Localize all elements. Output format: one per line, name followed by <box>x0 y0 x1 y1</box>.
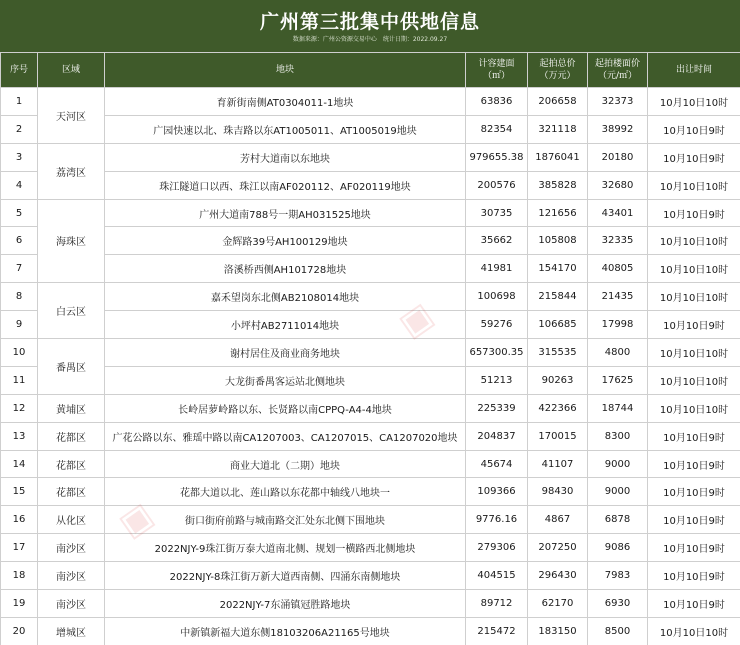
row-time: 10月10日10时 <box>648 171 740 199</box>
header-row <box>1 53 740 88</box>
row-parcel: 长岭居萝岭路以东、长贤路以南CPPQ-A4-4地块 <box>105 394 466 422</box>
row-area: 979655.38 <box>466 143 528 171</box>
table-row <box>1 283 740 311</box>
table-row <box>1 562 740 590</box>
row-parcel: 小坪村AB2711014地块 <box>105 311 466 339</box>
table-row <box>1 255 740 283</box>
row-area: 204837 <box>466 422 528 450</box>
row-no: 19 <box>1 590 38 618</box>
row-parcel: 2022NJY-9珠江街万泰大道南北侧、规划一横路西北侧地块 <box>105 534 466 562</box>
row-no: 12 <box>1 394 38 422</box>
row-district: 黄埔区 <box>38 394 105 422</box>
row-no: 3 <box>1 143 38 171</box>
row-unit-price: 9000 <box>588 450 648 478</box>
row-area: 657300.35 <box>466 339 528 367</box>
row-district: 花都区 <box>38 450 105 478</box>
row-district: 天河区 <box>38 88 105 144</box>
header-unit-price: 起拍楼面价 （元/㎡） <box>588 53 648 88</box>
row-area: 100698 <box>466 283 528 311</box>
row-no: 17 <box>1 534 38 562</box>
row-no: 16 <box>1 506 38 534</box>
table-row <box>1 366 740 394</box>
row-unit-price: 8300 <box>588 422 648 450</box>
row-total-price: 183150 <box>528 617 588 645</box>
row-time: 10月10日10时 <box>648 227 740 255</box>
row-no: 10 <box>1 339 38 367</box>
header-district: 区域 <box>38 53 105 88</box>
row-district: 花都区 <box>38 478 105 506</box>
row-total-price: 90263 <box>528 366 588 394</box>
table-row <box>1 534 740 562</box>
header-parcel: 地块 <box>105 53 466 88</box>
row-total-price: 4867 <box>528 506 588 534</box>
row-district: 海珠区 <box>38 199 105 283</box>
row-district: 白云区 <box>38 283 105 339</box>
table-row <box>1 450 740 478</box>
row-time: 10月10日9时 <box>648 311 740 339</box>
row-area: 41981 <box>466 255 528 283</box>
row-no: 11 <box>1 366 38 394</box>
title-banner <box>0 0 740 52</box>
table-row <box>1 339 740 367</box>
row-unit-price: 43401 <box>588 199 648 227</box>
row-parcel: 2022NJY-8珠江街万新大道西南侧、四涌东南侧地块 <box>105 562 466 590</box>
row-parcel: 广州大道南788号一期AH031525地块 <box>105 199 466 227</box>
row-time: 10月10日9时 <box>648 478 740 506</box>
row-area: 225339 <box>466 394 528 422</box>
row-area: 63836 <box>466 88 528 116</box>
row-total-price: 105808 <box>528 227 588 255</box>
land-parcel-table <box>0 52 740 645</box>
row-area: 279306 <box>466 534 528 562</box>
row-unit-price: 32680 <box>588 171 648 199</box>
row-total-price: 207250 <box>528 534 588 562</box>
row-unit-price: 4800 <box>588 339 648 367</box>
row-total-price: 62170 <box>528 590 588 618</box>
row-area: 200576 <box>466 171 528 199</box>
table-row <box>1 227 740 255</box>
row-total-price: 1876041 <box>528 143 588 171</box>
table-row <box>1 171 740 199</box>
row-area: 404515 <box>466 562 528 590</box>
row-parcel: 广花公路以东、雅瑶中路以南CA1207003、CA1207015、CA1207020地块 <box>105 422 466 450</box>
row-area: 9776.16 <box>466 506 528 534</box>
row-parcel: 洛溪桥西侧AH101728地块 <box>105 255 466 283</box>
row-unit-price: 17625 <box>588 366 648 394</box>
row-parcel: 2022NJY-7东涌镇冠胜路地块 <box>105 590 466 618</box>
row-total-price: 215844 <box>528 283 588 311</box>
row-no: 14 <box>1 450 38 478</box>
row-parcel: 街口街府前路与城南路交汇处东北侧下围地块 <box>105 506 466 534</box>
table-row <box>1 311 740 339</box>
row-no: 13 <box>1 422 38 450</box>
row-unit-price: 32335 <box>588 227 648 255</box>
row-parcel: 金辉路39号AH100129地块 <box>105 227 466 255</box>
row-total-price: 206658 <box>528 88 588 116</box>
row-total-price: 106685 <box>528 311 588 339</box>
row-area: 35662 <box>466 227 528 255</box>
row-total-price: 385828 <box>528 171 588 199</box>
row-unit-price: 17998 <box>588 311 648 339</box>
row-unit-price: 6878 <box>588 506 648 534</box>
row-district: 南沙区 <box>38 534 105 562</box>
header-area: 计容建面 （㎡） <box>466 53 528 88</box>
row-unit-price: 20180 <box>588 143 648 171</box>
row-district: 番禺区 <box>38 339 105 395</box>
row-no: 5 <box>1 199 38 227</box>
row-total-price: 121656 <box>528 199 588 227</box>
row-unit-price: 18744 <box>588 394 648 422</box>
row-no: 1 <box>1 88 38 116</box>
row-unit-price: 7983 <box>588 562 648 590</box>
table-row <box>1 88 740 116</box>
row-unit-price: 9086 <box>588 534 648 562</box>
row-time: 10月10日9时 <box>648 506 740 534</box>
row-no: 2 <box>1 115 38 143</box>
header-no: 序号 <box>1 53 38 88</box>
row-district: 从化区 <box>38 506 105 534</box>
row-area: 215472 <box>466 617 528 645</box>
row-parcel: 育新街南侧AT0304011-1地块 <box>105 88 466 116</box>
row-no: 4 <box>1 171 38 199</box>
row-time: 10月10日9时 <box>648 143 740 171</box>
row-time: 10月10日10时 <box>648 366 740 394</box>
row-area: 89712 <box>466 590 528 618</box>
row-parcel: 大龙街番禺客运站北侧地块 <box>105 366 466 394</box>
table-row <box>1 478 740 506</box>
row-time: 10月10日10时 <box>648 339 740 367</box>
row-district: 增城区 <box>38 617 105 645</box>
row-time: 10月10日10时 <box>648 617 740 645</box>
table-row <box>1 115 740 143</box>
row-unit-price: 6930 <box>588 590 648 618</box>
row-time: 10月10日10时 <box>648 283 740 311</box>
row-area: 51213 <box>466 366 528 394</box>
row-area: 59276 <box>466 311 528 339</box>
table-row <box>1 506 740 534</box>
header-time: 出让时间 <box>648 53 740 88</box>
row-no: 15 <box>1 478 38 506</box>
row-unit-price: 8500 <box>588 617 648 645</box>
row-parcel: 广园快速以北、珠吉路以东AT1005011、AT1005019地块 <box>105 115 466 143</box>
row-parcel: 中新镇新福大道东侧18103206A21165号地块 <box>105 617 466 645</box>
row-total-price: 170015 <box>528 422 588 450</box>
table-row <box>1 422 740 450</box>
row-parcel: 珠江隧道口以西、珠江以南AF020112、AF020119地块 <box>105 171 466 199</box>
table-row <box>1 394 740 422</box>
row-time: 10月10日9时 <box>648 534 740 562</box>
row-time: 10月10日9时 <box>648 199 740 227</box>
table-body <box>1 88 740 645</box>
row-time: 10月10日10时 <box>648 88 740 116</box>
table-row <box>1 143 740 171</box>
row-district: 荔湾区 <box>38 143 105 199</box>
row-total-price: 41107 <box>528 450 588 478</box>
row-no: 8 <box>1 283 38 311</box>
row-unit-price: 9000 <box>588 478 648 506</box>
row-district: 南沙区 <box>38 562 105 590</box>
row-parcel: 花都大道以北、莲山路以东花都中轴线八地块一 <box>105 478 466 506</box>
table-row <box>1 590 740 618</box>
row-no: 9 <box>1 311 38 339</box>
row-time: 10月10日9时 <box>648 115 740 143</box>
row-parcel: 嘉禾望岗东北侧AB2108014地块 <box>105 283 466 311</box>
row-total-price: 321118 <box>528 115 588 143</box>
row-no: 7 <box>1 255 38 283</box>
row-total-price: 98430 <box>528 478 588 506</box>
row-unit-price: 21435 <box>588 283 648 311</box>
row-time: 10月10日9时 <box>648 422 740 450</box>
row-area: 30735 <box>466 199 528 227</box>
row-total-price: 154170 <box>528 255 588 283</box>
row-no: 20 <box>1 617 38 645</box>
row-unit-price: 32373 <box>588 88 648 116</box>
row-total-price: 315535 <box>528 339 588 367</box>
row-unit-price: 40805 <box>588 255 648 283</box>
table-row <box>1 199 740 227</box>
watermark: ▣ <box>391 294 441 346</box>
row-unit-price: 38992 <box>588 115 648 143</box>
row-district: 南沙区 <box>38 590 105 618</box>
source-note: 数据来源：广州公资源交易中心 统计日期：2022.09.27 <box>292 36 448 43</box>
row-parcel: 芳村大道南以东地块 <box>105 143 466 171</box>
row-total-price: 296430 <box>528 562 588 590</box>
table-row <box>1 617 740 645</box>
row-no: 6 <box>1 227 38 255</box>
row-time: 10月10日9时 <box>648 450 740 478</box>
row-time: 10月10日10时 <box>648 394 740 422</box>
row-time: 10月10日9时 <box>648 562 740 590</box>
row-parcel: 谢村居住及商业商务地块 <box>105 339 466 367</box>
row-time: 10月10日10时 <box>648 255 740 283</box>
row-area: 45674 <box>466 450 528 478</box>
row-area: 109366 <box>466 478 528 506</box>
row-total-price: 422366 <box>528 394 588 422</box>
watermark: ▣ <box>111 494 161 546</box>
row-parcel: 商业大道北（二期）地块 <box>105 450 466 478</box>
header-total-price: 起拍总价 （万元） <box>528 53 588 88</box>
row-district: 花都区 <box>38 422 105 450</box>
page-title: 广州第三批集中供地信息 <box>259 11 480 33</box>
row-no: 18 <box>1 562 38 590</box>
row-area: 82354 <box>466 115 528 143</box>
row-time: 10月10日9时 <box>648 590 740 618</box>
